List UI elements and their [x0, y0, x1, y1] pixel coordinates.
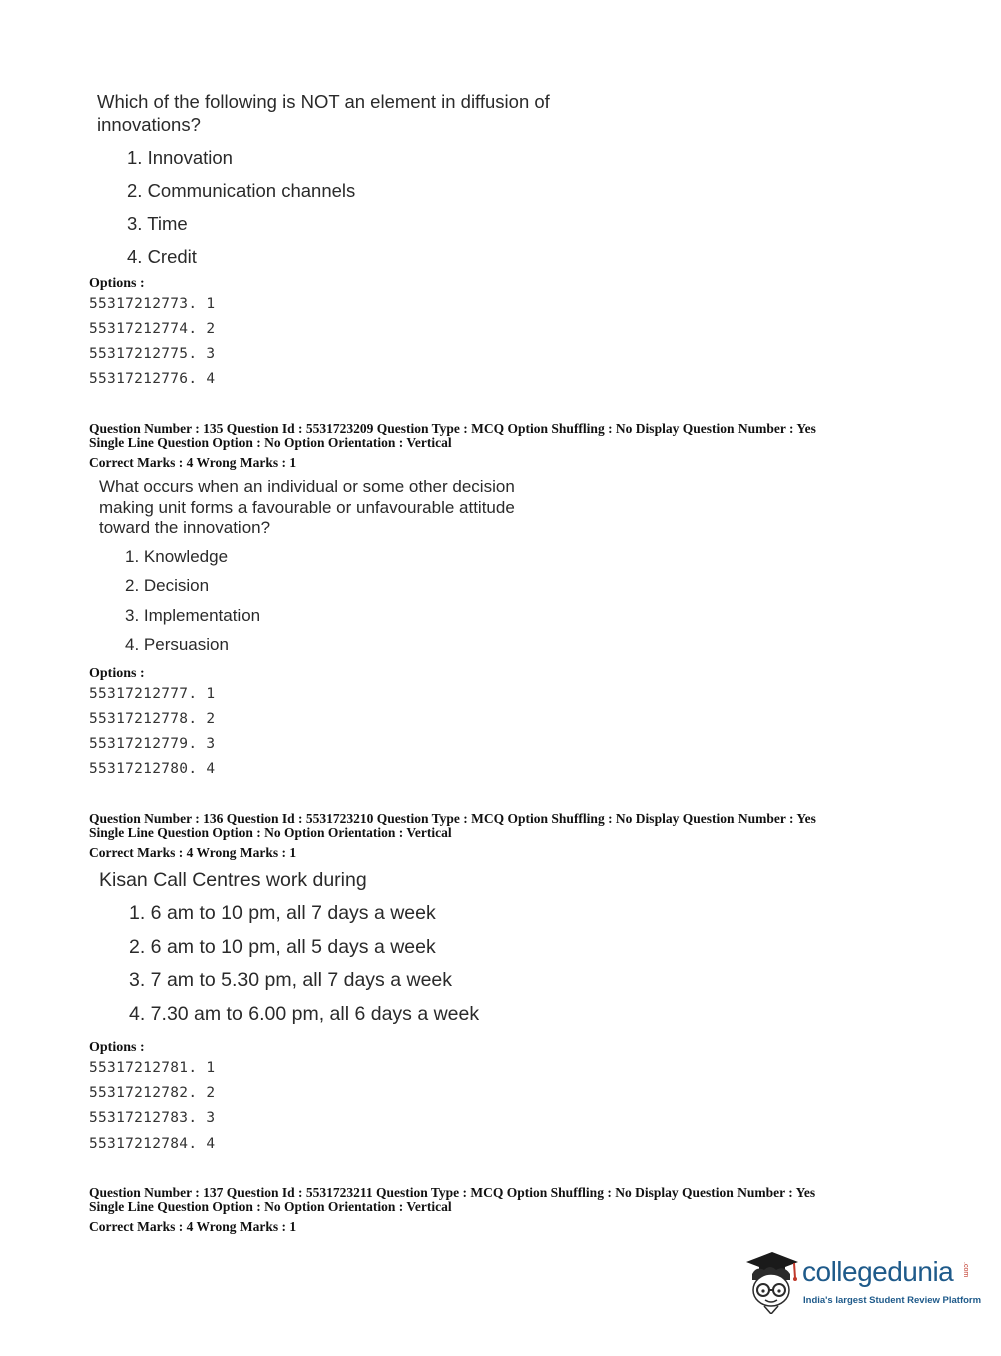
logo-domain-suffix: .com [962, 1262, 969, 1278]
question-136-text [99, 869, 629, 892]
question-134-option-2: 55317212774. 2 [89, 321, 216, 337]
question-136-choice-4: 4. 7.30 am to 6.00 pm, all 6 days a week [129, 1003, 480, 1025]
question-136-marks: Correct Marks : 4 Wrong Marks : 1 [89, 845, 297, 860]
question-136-choice-3: 3. 7 am to 5.30 pm, all 7 days a week [129, 969, 453, 991]
question-136-meta-line-2: Single Line Question Option : No Option Orientation : Vertical [89, 825, 452, 840]
question-135-meta-line-1: Question Number : 135 Question Id : 5531723209 Question Type : MCQ Option Shuffling : No Display Question Number : Yes [89, 421, 816, 436]
question-135-line-3: toward the innovation? [99, 518, 271, 537]
question-134-option-1: 55317212773. 1 [89, 296, 216, 312]
question-134-line-2: innovations? [97, 114, 201, 135]
question-135-meta-line-2: Single Line Question Option : No Option Orientation : Vertical [89, 435, 452, 450]
question-135-option-2: 55317212778. 2 [89, 711, 216, 727]
question-134-option-4: 55317212776. 4 [89, 371, 216, 387]
question-135-line-2: making unit forms a favourable or unfavourable attitude [99, 497, 515, 517]
question-136-choice-2: 2. 6 am to 10 pm, all 5 days a week [129, 936, 436, 958]
question-135-option-1: 55317212777. 1 [89, 686, 216, 702]
question-134-choice-1: 1. Innovation [127, 147, 233, 168]
question-134-choice-4: 4. Credit [127, 246, 197, 267]
question-134-line-1: Which of the following is NOT an element in diffusion of [97, 91, 550, 112]
question-135-option-3: 55317212779. 3 [89, 736, 216, 752]
question-136-option-1: 55317212781. 1 [89, 1060, 216, 1076]
question-136-line-1: Kisan Call Centres work during [99, 869, 367, 891]
question-134-text [97, 90, 627, 136]
question-134-choice-2: 2. Communication channels [127, 180, 356, 201]
logo-tagline: India's largest Student Review Platform [803, 1295, 982, 1306]
question-135-option-4: 55317212780. 4 [89, 761, 216, 777]
question-137-meta-line-2: Single Line Question Option : No Option Orientation : Vertical [89, 1199, 452, 1214]
question-136-option-4: 55317212784. 4 [89, 1136, 216, 1152]
question-136-meta-line-1: Question Number : 136 Question Id : 5531723210 Question Type : MCQ Option Shuffling : No Display Question Number : Yes [89, 811, 816, 826]
question-137-meta-line-1: Question Number : 137 Question Id : 5531723211 Question Type : MCQ Option Shuffling : No Display Question Number : Yes [89, 1185, 816, 1200]
logo-wordmark: collegedunia [802, 1256, 954, 1287]
question-136-options-label: Options : [89, 1040, 145, 1055]
question-135-choice-3: 3. Implementation [125, 606, 261, 625]
question-135-choice-2: 2. Decision [125, 576, 210, 595]
question-135-choice-1: 1. Knowledge [125, 547, 229, 566]
student-mascot-icon [742, 1248, 802, 1314]
question-137-marks: Correct Marks : 4 Wrong Marks : 1 [89, 1219, 297, 1234]
question-135-marks: Correct Marks : 4 Wrong Marks : 1 [89, 455, 297, 470]
question-135-line-1: What occurs when an individual or some other decision [99, 477, 515, 496]
question-135-text [99, 477, 569, 539]
question-136-option-2: 55317212782. 2 [89, 1085, 216, 1101]
question-134-option-3: 55317212775. 3 [89, 346, 216, 362]
question-135-options-label: Options : [89, 666, 145, 681]
question-136-option-3: 55317212783. 3 [89, 1110, 216, 1126]
question-135-choice-4: 4. Persuasion [125, 635, 229, 654]
collegedunia-logo [742, 1248, 982, 1314]
question-134-choice-3: 3. Time [127, 213, 188, 234]
question-134-options-label: Options : [89, 276, 145, 291]
question-136-choice-1: 1. 6 am to 10 pm, all 7 days a week [129, 902, 436, 924]
